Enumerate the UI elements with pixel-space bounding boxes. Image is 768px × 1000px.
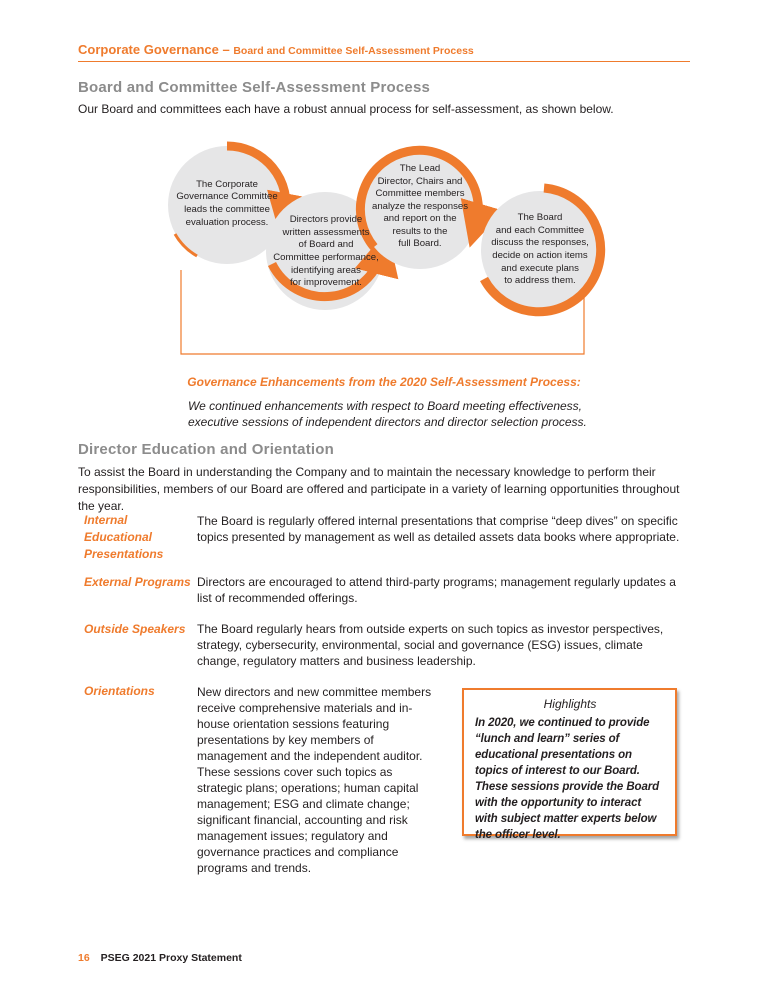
- education-title: Director Education and Orientation: [78, 441, 334, 458]
- document-title: PSEG 2021 Proxy Statement: [100, 952, 242, 964]
- enhancements-body: We continued enhancements with respect to Board meeting effectiveness, executive sessions of independent directors and director selection process.: [188, 399, 587, 429]
- highlights-title: Highlights: [543, 697, 597, 711]
- education-term-orientations: Orientations: [84, 684, 155, 698]
- self-assessment-intro: Our Board and committees each have a robust annual process for self-assessment, as shown below.: [78, 102, 614, 116]
- education-text-internal: The Board is regularly offered internal presentations that comprise “deep dives” on specific topics presented by management as well as detailed assets data books where appropriate.: [197, 514, 680, 544]
- education-intro: To assist the Board in understanding the Company and to maintain the necessary knowledge to perform their responsibilities, members of our Board are offered and participate in a variety of learning opportunities throughout the year.: [78, 465, 680, 513]
- education-text-external: Directors are encouraged to attend third-party programs; management regularly updates a list of recommended offerings.: [197, 575, 676, 605]
- page-footer: [78, 952, 242, 964]
- highlights-body: In 2020, we continued to provide “lunch and learn” series of educational presentations on topics of interest to our Board. These sessions provide the Board with the opportunity to interact with subject matter experts below the officer level.: [475, 717, 660, 841]
- process-step-2-text: Directors provide written assessments of Board and Committee performance, identifying areas for improvement.: [273, 214, 379, 289]
- education-term-external: External Programs: [84, 575, 191, 589]
- process-step-1-text: The Corporate Governance Committee leads the committee evaluation process.: [176, 178, 278, 228]
- education-term-speakers: Outside Speakers: [84, 622, 186, 636]
- self-assessment-title: Board and Committee Self-Assessment Process: [78, 79, 431, 96]
- process-step-4-text: The Board and each Committee discuss the responses, decide on action items and execute plans to address them.: [491, 212, 589, 287]
- enhancements-title: Governance Enhancements from the 2020 Self-Assessment Process:: [187, 375, 581, 389]
- education-term-internal: Internal Educational Presentations: [84, 513, 164, 561]
- education-text-orientations: New directors and new committee members receive comprehensive materials and in-house orientation sessions featuring presentations by key members of management and the independent auditor. These sessions cover such topics as strategic plans; operations; human capital management; ESG and climate change; significant financial, accounting and risk management issues; regulatory and governance practices and compliance programs and trends.: [197, 685, 432, 875]
- running-header-section: Corporate Governance –: [78, 42, 230, 57]
- process-step-3-text: The Lead Director, Chairs and Committee members analyze the responses and report on the results to the full Board.: [372, 162, 468, 250]
- highlights-box: [462, 688, 677, 841]
- education-text-speakers: The Board regularly hears from outside experts on such topics as investor perspectives, strategy, cybersecurity, environmental, social and governance (ESG) issues, climate change, regulatory matters and business leadership.: [197, 622, 664, 668]
- running-header-subsection: Board and Committee Self-Assessment Process: [233, 45, 474, 57]
- page-number: 16: [78, 952, 90, 964]
